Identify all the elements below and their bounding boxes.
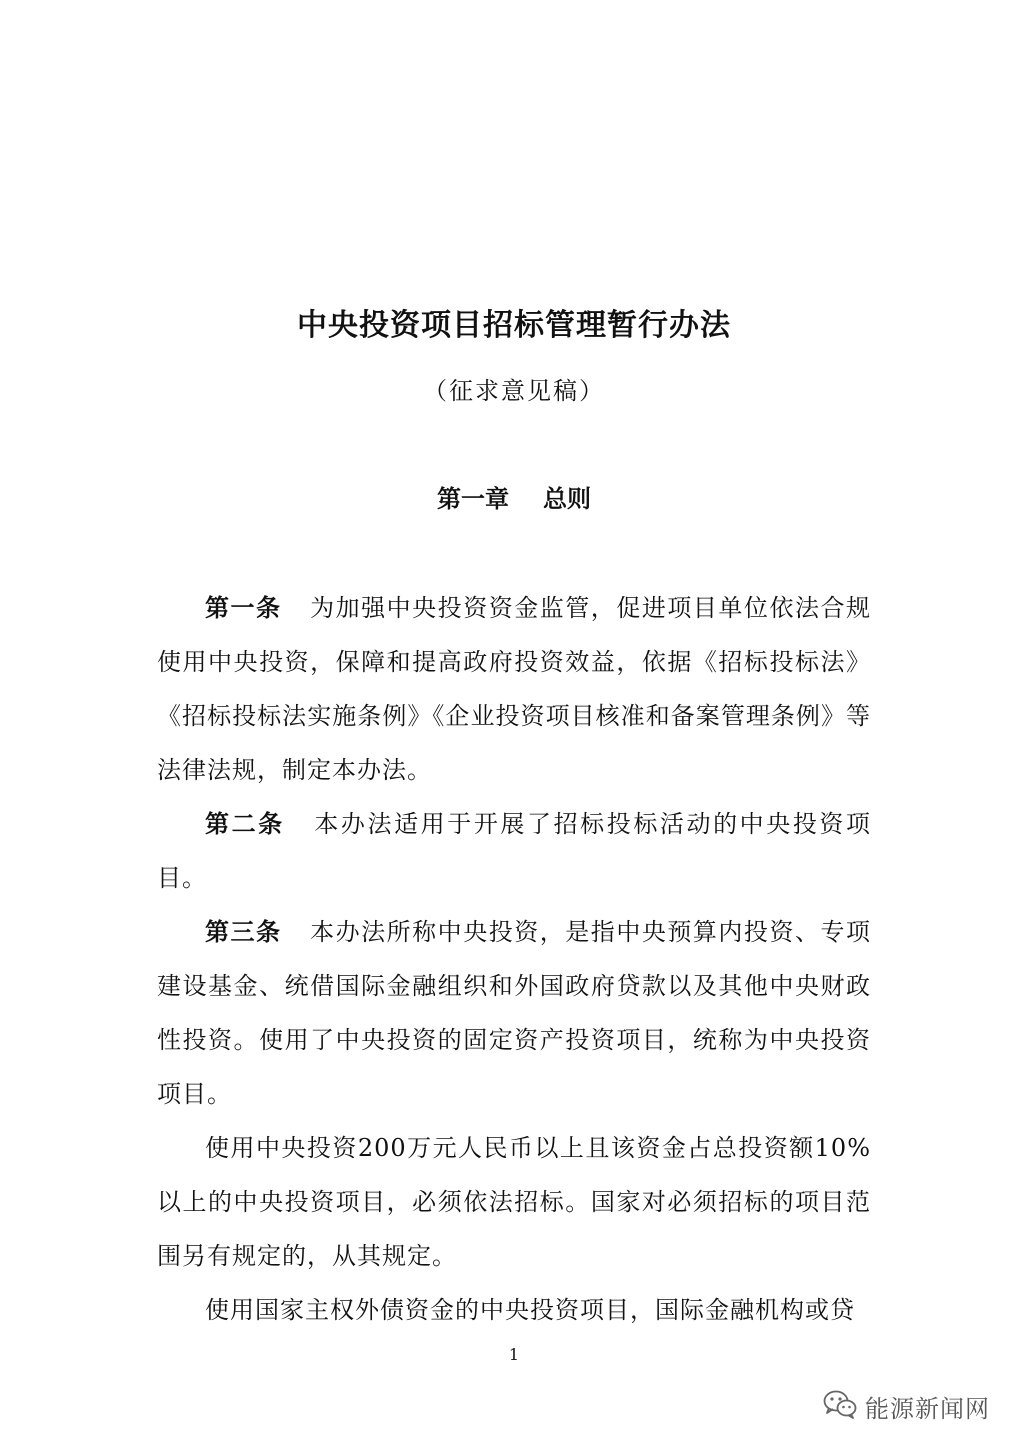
paragraph-text: 使用国家主权外债资金的中央投资项目，国际金融机构或贷 <box>205 1296 855 1324</box>
chapter-heading <box>0 482 1028 516</box>
article-label: 第一条 <box>205 594 282 622</box>
watermark-text: 能源新闻网 <box>865 1394 990 1423</box>
article-label: 第二条 <box>205 810 285 838</box>
wechat-icon <box>823 1389 857 1423</box>
source-watermark <box>823 1386 990 1426</box>
document-body <box>157 581 871 1337</box>
article-paragraph <box>157 905 871 1121</box>
chapter-number: 第一章 <box>437 485 509 513</box>
article-paragraph <box>157 581 871 797</box>
document-title: 中央投资项目招标管理暂行办法 <box>297 308 731 343</box>
article-paragraph <box>157 797 871 905</box>
page-number: 1 <box>508 1345 520 1364</box>
body-paragraph <box>157 1283 871 1337</box>
document-subtitle: （征求意见稿） <box>423 377 605 405</box>
article-text: 本办法所称中央投资，是指中央预算内投资、专项建设基金、统借国际金融组织和外国政府贷款以及其他中央财政性投资。使用了中央投资的固定资产投资项目，统称为中央投资项目。 <box>157 918 872 1108</box>
article-label: 第三条 <box>205 918 282 946</box>
paragraph-text: 使用中央投资200万元人民币以上且该资金占总投资额10%以上的中央投资项目，必须依法招标。国家对必须招标的项目范围另有规定的，从其规定。 <box>157 1134 871 1270</box>
chapter-name: 总则 <box>543 485 591 513</box>
article-text: 本办法适用于开展了招标投标活动的中央投资项目。 <box>157 810 871 892</box>
article-text: 为加强中央投资资金监管，促进项目单位依法合规使用中央投资，保障和提高政府投资效益，依据《招标投标法》《招标投标法实施条例》《企业投资项目核准和备案管理条例》等法律法规，制定本办法。 <box>157 594 872 784</box>
body-paragraph <box>157 1121 871 1283</box>
